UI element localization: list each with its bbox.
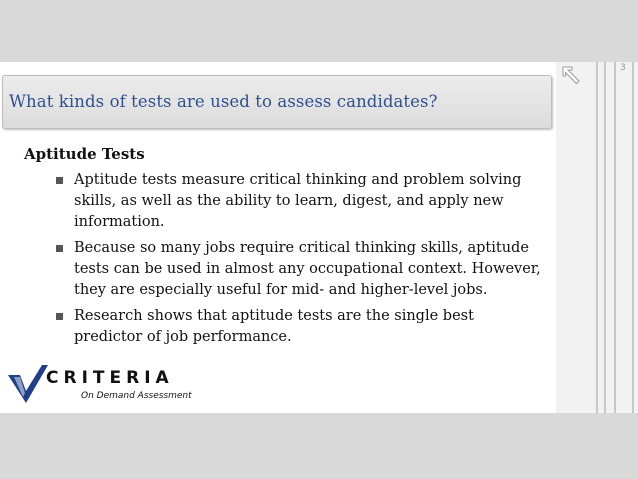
section-heading: Aptitude Tests: [24, 145, 145, 163]
bullet-square-icon: [56, 177, 63, 184]
divider-line: [632, 62, 634, 413]
bottom-band: [0, 413, 638, 479]
list-item: [52, 170, 542, 233]
arrow-icon[interactable]: [560, 64, 582, 86]
list-item: [52, 306, 542, 348]
top-band: [0, 0, 638, 62]
list-item: [52, 238, 542, 301]
criteria-logo: [6, 365, 196, 410]
checkmark-icon: [6, 365, 50, 405]
bullet-text: Aptitude tests measure critical thinking and problem solving skills, as well as the ability to learn, digest, and apply new information.: [74, 172, 522, 230]
slide-number: 3: [620, 63, 626, 73]
divider-line: [596, 62, 598, 413]
bullet-text: Because so many jobs require critical thinking skills, aptitude tests can be used in almost any occupational context. However, they are especially useful for mid- and higher-level jobs.: [74, 240, 541, 298]
bullet-square-icon: [56, 313, 63, 320]
bullet-text: Research shows that aptitude tests are the single best predictor of job performance.: [74, 308, 474, 345]
title-bar: [2, 75, 552, 129]
slide-title: What kinds of tests are used to assess candidates?: [9, 92, 438, 111]
bullet-list: [52, 170, 542, 353]
divider-line: [604, 62, 606, 413]
divider-line: [614, 62, 616, 413]
logo-tagline: On Demand Assessment: [81, 391, 192, 401]
bullet-square-icon: [56, 245, 63, 252]
logo-wordmark: CRITERIA: [46, 368, 174, 388]
